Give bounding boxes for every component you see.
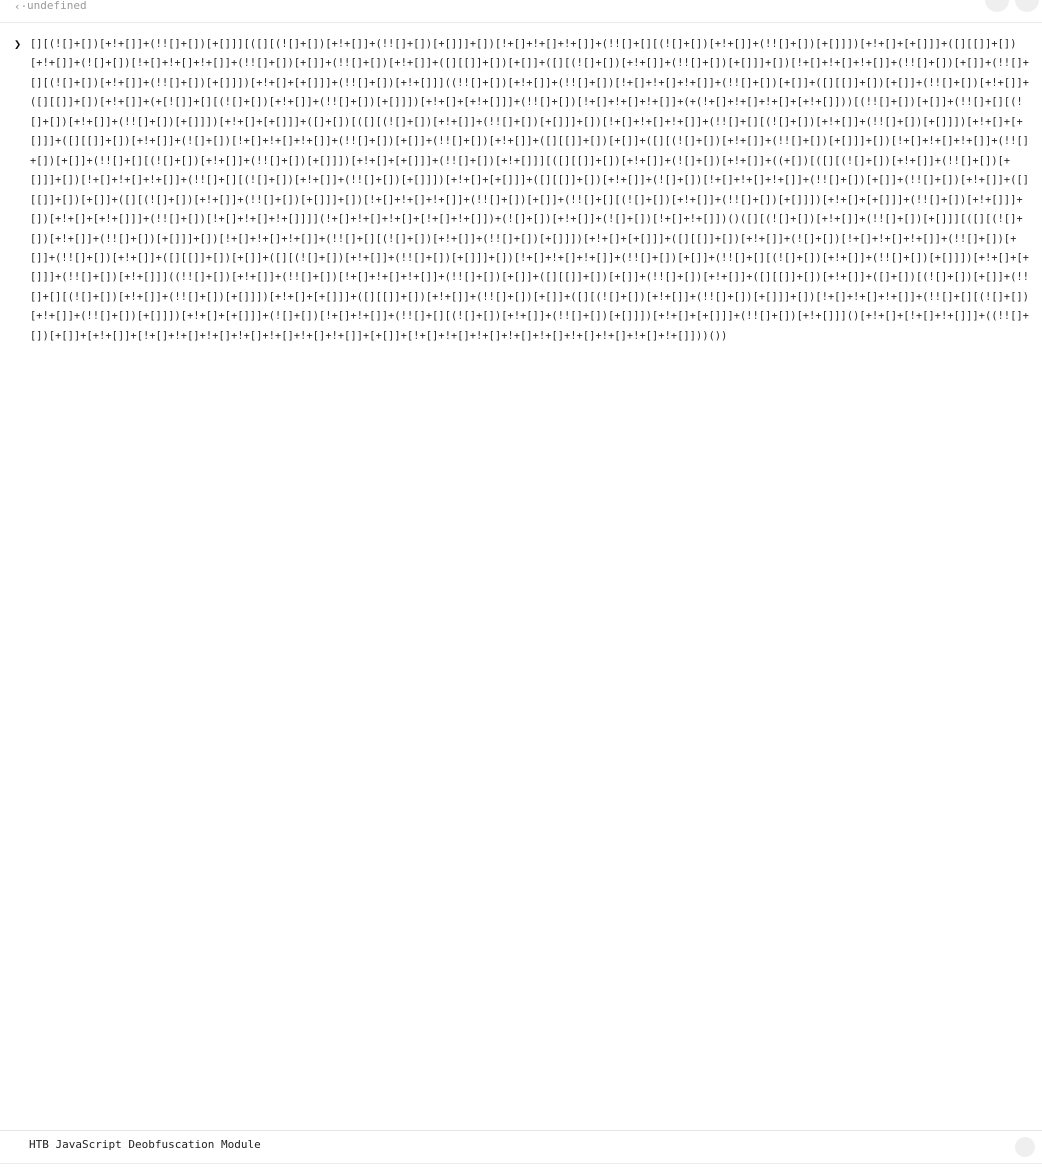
toolbar-button-icon[interactable] [1015, 0, 1039, 12]
console-code-input[interactable]: [][(![]+[])[+!+[]]+(!![]+[])[+[]]][([][(![]+[])[+!+[]]+(!![]+[])[+[]]]+[])[!+[]+!+[]+!+[]]+(!![]+[][(![]+[])[+!+[]]+(!![]+[])[+[]]])[+!+[]+[+[]]]+([][[]]+[])[+!+[]]+(![]+[])[!+[]+!+[]+!+[]]+(!![]+[])[+[]]+(!![]+[])[+!+[]]+([][[]]+[])[+[]]+([][(![]+[])[+!+[]]+(!![]+[])[+[]]]+[])[!+[]+!+[]+!+[]]+(!![]+[])[+[]]+(!![]+[][(![]+[])[+!+[]]+(!![]+[])[+[]]])[+!+[]+[+[]]]+(!![]+[])[+!+[]]]((!![]+[])[+!+[]]+(!![]+[])[!+[]+!+[]+!+[]]+(!![]+[])[+[]]+([][[]]+[])[+[]]+(!![]+[])[+!+[]]+([][[]]+[])[+!+[]]+(+[![]]+[][(![]+[])[+!+[]]+(!![]+[])[+[]]])[+!+[]+[+!+[]]]+(!![]+[])[!+[]+!+[]+!+[]]+(+(!+[]+!+[]+!+[]+[+!+[]]))[(!![]+[])[+[]]+(!![]+[][(![]+[])[+!+[]]+(!![]+[])[+[]]])[+!+[]+[+[]]]+([]+[])[([][(![]+[])[+!+[]]+(!![]+[])[+[]]]+[])[!+[]+!+[]+!+[]]+(!![]+[][(![]+[])[+!+[]]+(!![]+[])[+[]]])[+!+[]+[+[]]]+([][[]]+[])[+!+[]]+(![]+[])[!+[]+!+[]+!+[]]+(!![]+[])[+[]]+(!![]+[])[+!+[]]+([][[]]+[])[+[]]+([][(![]+[])[+!+[]]+(!![]+[])[+[]]]+[])[!+[]+!+[]+!+[]]+(!![]+[])[+[]]+(!![]+[][(![]+[])[+!+[]]+(!![]+[])[+[]]])[+!+[]+[+[]]]+(!![]+[])[+!+[]]][([][[]]+[])[+!+[]]+(![]+[])[+!+[]]+((+[])[([][(![]+[])[+!+[]]+(!![]+[])[+[]]]+[])[!+[]+!+[]+!+[]]+(!![]+[][(![]+[])[+!+[]]+(!![]+[])[+[]]])[+!+[]+[+[]]]+([][[]]+[])[+!+[]]+(![]+[])[!+[]+!+[]+!+[]]+(!![]+[])[+[]]+(!![]+[])[+!+[]]+([][[]]+[])[+[]]+([][(![]+[])[+!+[]]+(!![]+[])[+[]]]+[])[!+[]+!+[]+!+[]]+(!![]+[])[+[]]+(!![]+[][(![]+[])[+!+[]]+(!![]+[])[+[]]])[+!+[]+[+[]]]+(!![]+[])[+!+[]]]+[])[+!+[]+[+!+[]]]+(!![]+[])[!+[]+!+[]+!+[]]]](!+[]+!+[]+!+[]+[!+[]+!+[]])+(![]+[])[+!+[]]+(![]+[])[!+[]+!+[]])()([][(![]+[])[+!+[]]+(!![]+[])[+[]]][([][(![]+[])[+!+[]]+(!![]+[])[+[]]]+[])[!+[]+!+[]+!+[]]+(!![]+[][(![]+[])[+!+[]]+(!![]+[])[+[]]])[+!+[]+[+[]]]+([][[]]+[])[+!+[]]+(![]+[])[!+[]+!+[]+!+[]]+(!![]+[])[+[]]+(!![]+[])[+!+[]]+([][[]]+[])[+[]]+([][(![]+[])[+!+[]]+(!![]+[])[+[]]]+[])[!+[]+!+[]+!+[]]+(!![]+[])[+[]]+(!![]+[][(![]+[])[+!+[]]+(!![]+[])[+[]]])[+!+[]+[+[]]]+(!![]+[])[+!+[]]]((!![]+[])[+!+[]]+(!![]+[])[!+[]+!+[]+!+[]]+(!![]+[])[+[]]+([][[]]+[])[+[]]+(!![]+[])[+!+[]]+([][[]]+[])[+!+[]]+([]+[])[(![]+[])[+[]]+(!![]+[][(![]+[])[+!+[]]+(!![]+[])[+[]]])[+!+[]+[+[]]]+([][[]]+[])[+!+[]]+(!![]+[])[+[]]+([][(![]+[])[+!+[]]+(!![]+[])[+[]]]+[])[!+[]+!+[]+!+[]]+(!![]+[][(![]+[])[+!+[]]+(!![]+[])[+[]]])[+!+[]+[+[]]]+(![]+[])[!+[]+!+[]]+(!![]+[][(![]+[])[+!+[]]+(!![]+[])[+[]]])[+!+[]+[+[]]]+(!![]+[])[+!+[]]]()[+!+[]+[!+[]+!+[]]]+((!![]+[])[+[]]+[+!+[]]+[!+[]+!+[]+!+[]+!+[]+!+[]+!+[]+!+[]]+[+[]]+[!+[]+!+[]+!+[]+!+[]+!+[]+!+[]+!+[]+!+[]+!+[]]))()) [30, 39, 1030, 342]
footer-button-icon[interactable] [1015, 1137, 1035, 1157]
console-top-bar [0, 0, 1042, 23]
footer-module-label: HTB JavaScript Deobfuscation Module [29, 1138, 261, 1151]
divider [0, 1163, 1042, 1164]
toolbar-button-icon[interactable] [985, 0, 1009, 12]
chevron-left-icon[interactable]: ‹· [14, 0, 28, 13]
chevron-right-icon[interactable]: ❯ [14, 37, 22, 51]
undefined-output: undefined [27, 0, 87, 12]
divider [0, 1130, 1042, 1131]
